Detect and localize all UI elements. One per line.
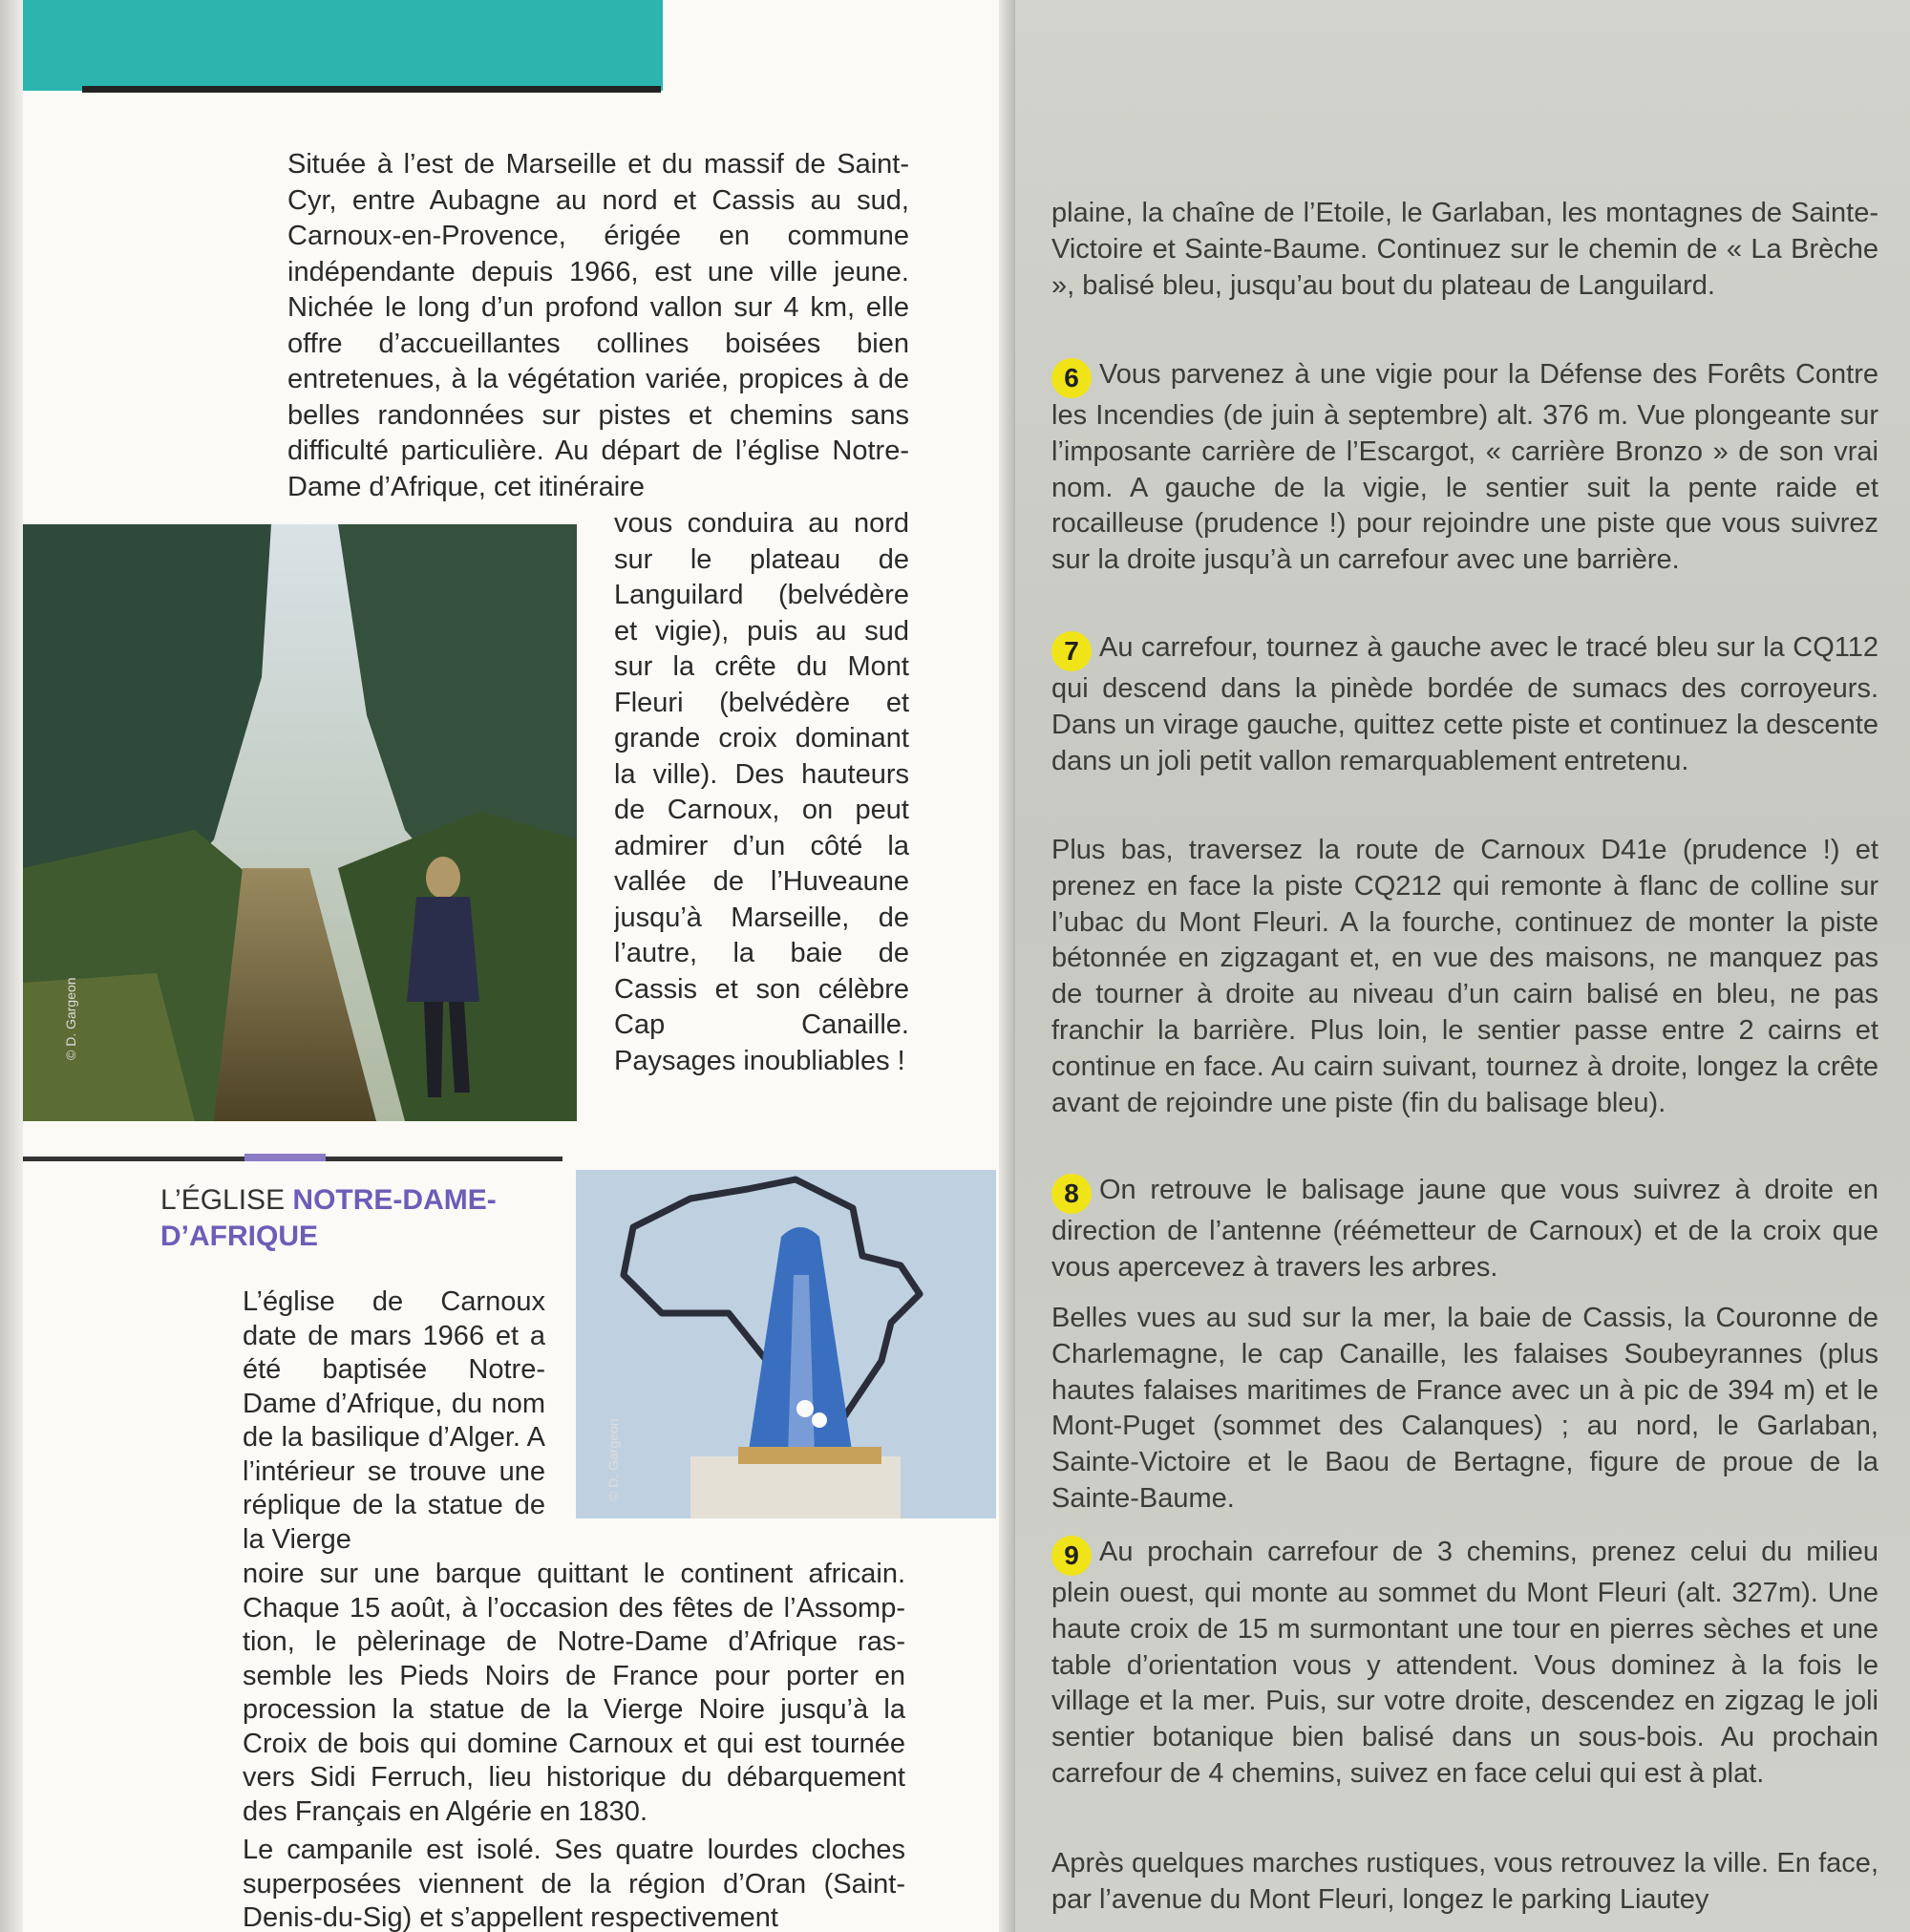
route-paragraph-continued: plaine, la chaîne de l’Etoile, le Garlaban, les montagnes de Sainte-Victoire et Sainte-Baume. Continuez sur le chemin de « La Brèche », balisé bleu, jusqu’au bout du plateau de Languilard. <box>1051 198 1878 301</box>
step-6-badge: 6 <box>1051 358 1092 398</box>
step-8-badge: 8 <box>1051 1174 1092 1214</box>
photo-credit-2: © D. Gargeon <box>605 1418 621 1501</box>
return-paragraph: Après quelques marches rustiques, vous retrouvez la ville. En face, par l’avenue du Mont Fleuri, longez le parking Liautey <box>1051 1848 1878 1915</box>
descent-paragraph: Plus bas, traversez la route de Carnoux D41e (prudence !) et prenez en face la piste CQ212 qui remonte à flanc de colline sur l’ubac du Mont Fleuri. A la fourche, continuez de monter la piste bétonnée en zigzagant et, en vue des maisons, ne manquez pas de tourner à droite au niveau d’un cairn balisé en bleu, ne pas franchir la barrière. Plus loin, le sentier passe entre 2 cairns et continue en face. Au cairn suivant, tournez à droite, longez la crête avant de rejoindre une piste (fin du balisage bleu). <box>1051 835 1878 1118</box>
step-7-badge: 7 <box>1051 631 1092 671</box>
step-6-text: Vous parvenez à une vigie pour la Défense des Forêts Contre les Incendies (de juin à septembre) alt. 376 m. Vue plongeante sur l’imposante carrière de l’Escargot, « carrière Bronzo » de son vrai nom. A gauche de la vigie, le sentier suit la pente raide et rocailleuse (prudence !) pour rejoindre une piste que vous suivrez sur la droite jusqu’à un carrefour avec une barrière. <box>1051 359 1878 576</box>
step-7-text: Au carrefour, tournez à gauche avec le tracé bleu sur la CQ112 qui descend dans la pinède bordée de sumacs des corroyeurs. Dans un virage gauche, quittez cette piste et continuez la descente dans un joli petit vallon remarquablement entretenu. <box>1051 632 1878 776</box>
page-edge-shadow <box>0 0 23 1932</box>
views-paragraph: Belles vues au sud sur la mer, la baie de Cassis, la Couronne de Charlemagne, le cap Canaille, les falaises Soubeyrannes (plus hautes falaises maritimes de France avec un à pic de 394 m) et le Mont-Puget (sommet des Calanques) ; au nord, le Garlaban, Sainte-Victoire et le Baou de Bertagne, figure de proue de la Sainte-Baume. <box>1051 1303 1878 1514</box>
step-9-badge: 9 <box>1051 1536 1092 1576</box>
step-6-paragraph <box>1051 357 1878 613</box>
heading-prefix: L’ÉGLISE <box>160 1184 293 1216</box>
hiker-path-photo <box>23 524 577 1121</box>
intro-paragraph: Située à l’est de Marseille et du massif de Saint-Cyr, entre Aubagne au nord et Cassis au sud, Carnoux-en-Provence, érigée en commune indépendante depuis 1966, est une ville jeune. Nichée le long d’un profond vallon sur 4 km, elle offre d’accueillantes collines boisées bien entretenues, à la végétation variée, propices à de belles randonnées sur pistes et chemins sans difficulté particulière. Au départ de l’église Notre-Dame d’Afrique, cet itinéraire <box>287 149 909 502</box>
heading-accent-2: D’AFRIQUE <box>160 1221 318 1252</box>
step-9-text: Au prochain carrefour de 3 chemins, prenez celui du milieu plein ouest, qui monte au sommet du Mont Fleuri (alt. 327m). Une haute croix de 15 m surmontant une tour en pierres sèches et une table d’orientation vous y attendent. Vous dominez à la fois le village et la mer. Puis, sur votre droite, descendez en zigzag le joli sentier botanique bien balisé dans un sous-bois. Au prochain carrefour de 4 chemins, suivez en face celui qui est à plat. <box>1051 1537 1878 1789</box>
step-8-paragraph <box>1051 1173 1878 1284</box>
church-paragraph: noire sur une barque quittant le continent africain. Chaque 15 août, à l’occasion des fêtes de l’Assomp-tion, le pèlerinage de Notre-Dame d’Afrique ras-semble les Pieds Noirs de France pour porter en procession la statue de la Vierge Noire jusqu’à la Croix de bois qui domine Carnoux et qui est tournée vers Sidi Ferruch, lieu historique du débarquement des Français en Algérie en 1830. <box>243 1559 905 1827</box>
step-7-paragraph <box>1051 630 1878 814</box>
campanile-paragraph: Le campanile est isolé. Ses quatre lourdes cloches superposées viennent de la région d’Oran (Saint-Denis-du-Sig) et s’appellent respectivement <box>243 1835 905 1932</box>
step-8-text: On retrouve le balisage jaune que vous suivrez à droite en direction de l’antenne (réémetteur de Carnoux) et de la croix que vous apercevez à travers les arbres. <box>1051 1175 1878 1283</box>
church-paragraph-beside-photo: L’église de Carnoux date de mars 1966 et a été baptisée Notre-Dame d’Afrique, du nom de la basilique d’Alger. A l’intérieur se trouve une réplique de la statue de la Vierge <box>243 1286 545 1555</box>
header-color-band <box>23 0 663 91</box>
section-heading <box>160 1182 497 1255</box>
photo-credit-1: © D. Gargeon <box>63 977 78 1060</box>
heading-accent-1: NOTRE-DAME- <box>292 1184 497 1216</box>
header-rule <box>82 86 661 93</box>
section-divider-accent <box>244 1154 326 1161</box>
intro-continuation: vous conduira au nord sur le plateau de Languilard (belvédère et vigie), puis au sud sur la crête du Mont Fleuri (belvédère et grande croix dominant la ville). Des hauteurs de Carnoux, on peut admirer d’un côté la vallée de l’Huveaune jusqu’à Marseille, de l’autre, la baie de Cassis et son célèbre Cap Canaille. Paysages inoubliables ! <box>614 508 909 1076</box>
virgin-statue-photo <box>576 1170 996 1518</box>
step-9-paragraph <box>1051 1535 1878 1829</box>
